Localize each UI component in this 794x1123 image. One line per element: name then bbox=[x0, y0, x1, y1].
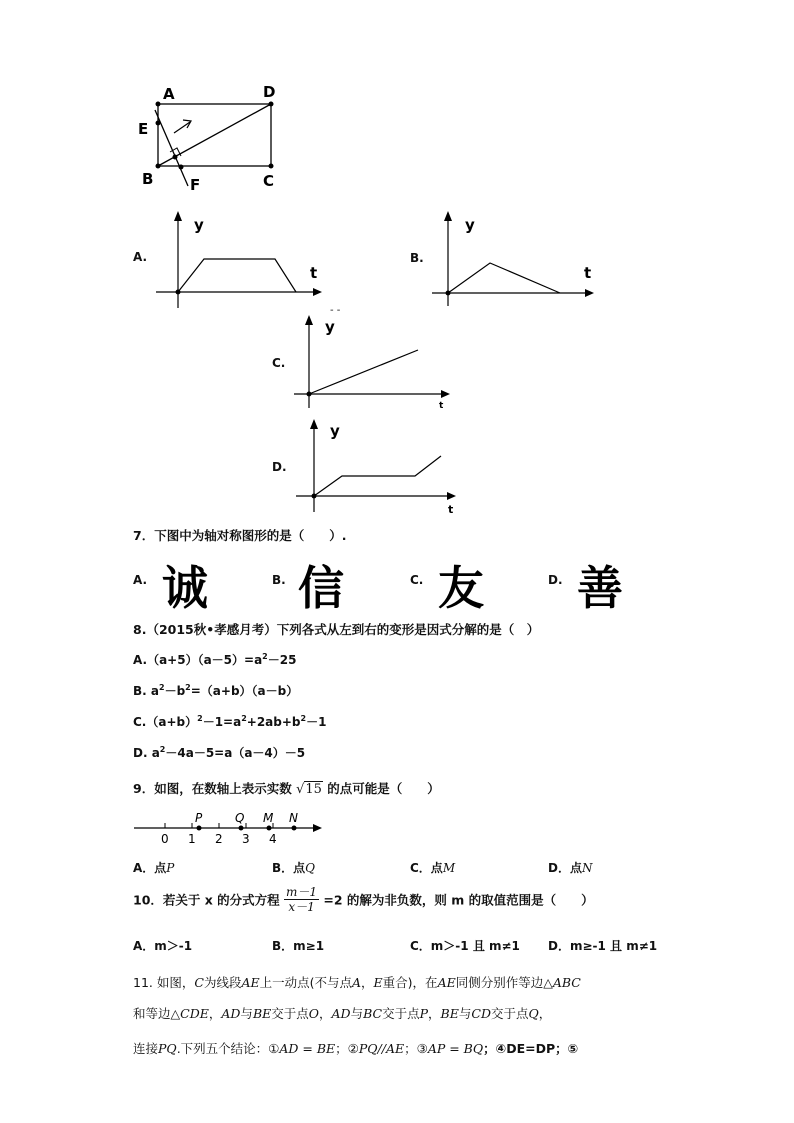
graph-B-t-label: t bbox=[584, 264, 592, 282]
point-P: P bbox=[195, 811, 203, 825]
q7-option-A-label: A. bbox=[133, 573, 148, 587]
graph-C-y-label: y bbox=[325, 318, 335, 336]
q7-option-D-char: 善 bbox=[577, 561, 623, 615]
tick-2: 2 bbox=[215, 832, 223, 846]
q11-line-2: 和等边△CDE，AD与BE交于点O，AD与BC交于点P，BE与CD交于点Q， bbox=[133, 1006, 552, 1021]
graph-D bbox=[292, 416, 464, 516]
q8-option-B: B. $a^2-b^2=(a+b)(a-b)$ bbox=[133, 683, 299, 698]
point-M: M bbox=[263, 811, 274, 825]
fraction: $\frac{m-1}{x-1}$ bbox=[286, 885, 318, 914]
tick-4: 4 bbox=[269, 832, 277, 846]
point-label-A: A bbox=[163, 85, 175, 103]
q10-stem: 10．若关于 x 的分式方程 $\frac{m-1}{x-1}$ =2 的解为非负数，则 m 的取值范围是（ ） bbox=[133, 885, 594, 914]
q9-stem: 9．如图，在数轴上表示实数 √15 的点可能是（ ） bbox=[133, 781, 440, 797]
q8-stem: 8.（2015秋•孝感月考）下列各式从左到右的变形是因式分解的是（ ） bbox=[133, 622, 540, 637]
q7-option-D-label: D. bbox=[548, 573, 563, 587]
graph-B-y-label: y bbox=[465, 216, 475, 234]
tick-3: 3 bbox=[242, 832, 250, 846]
graph-D-y-label: y bbox=[330, 422, 340, 440]
graph-option-A: A. bbox=[133, 250, 148, 264]
q7-stem: 7．下图中为轴对称图形的是（ ）. bbox=[133, 528, 347, 543]
q7-option-C-char: 友 bbox=[438, 561, 484, 615]
q7-option-B-label: B. bbox=[272, 573, 286, 587]
graph-A bbox=[150, 208, 330, 308]
graph-D-t-label: t bbox=[448, 503, 454, 516]
point-label-D: D bbox=[263, 83, 276, 101]
q9-option-A: A．点P bbox=[133, 861, 175, 875]
q11-line-1: 11. 如图，C为线段AE上一动点(不与点A，E重合)，在AE同侧分别作等边△ABC bbox=[133, 975, 581, 990]
tick-0: 0 bbox=[161, 832, 169, 846]
graph-A-t-label: t bbox=[310, 264, 318, 282]
q10-option-D: D．m≥-1 且 m≠1 bbox=[548, 939, 658, 953]
q7-option-A-char: 诚 bbox=[162, 561, 208, 615]
graph-option-B: B. bbox=[410, 251, 424, 265]
q8-option-D: D. $a^2-4a-5=a(a-4)-5$ bbox=[133, 745, 306, 760]
q10-option-B: B．m≥1 bbox=[272, 939, 325, 953]
q8-option-C: $C.(a+b)^2-1=a^2+2ab+b^2-1$ bbox=[133, 714, 327, 729]
q8-option-A: $A.(a+5)(a-5)=a^2-25$ bbox=[133, 652, 297, 667]
q7-option-B-char: 信 bbox=[298, 561, 344, 615]
q9-option-D: D．点N bbox=[548, 861, 593, 875]
q10-option-A: A．m＞-1 bbox=[133, 939, 193, 953]
q9-option-C: C．点M bbox=[410, 861, 456, 875]
graph-A-y-label: y bbox=[194, 216, 204, 234]
q10-option-C: C．m＞-1 且 m≠1 bbox=[410, 939, 520, 953]
point-label-C: C bbox=[263, 172, 275, 190]
point-label-E: E bbox=[138, 120, 149, 138]
graph-option-C: C. bbox=[272, 356, 286, 370]
graph-B bbox=[428, 208, 600, 308]
number-line bbox=[130, 808, 330, 850]
point-label-F: F bbox=[190, 176, 201, 194]
q7-option-C-label: C. bbox=[410, 573, 424, 587]
rectangle-figure bbox=[130, 78, 290, 198]
stray-dash: - - bbox=[330, 305, 341, 316]
point-Q: Q bbox=[235, 811, 245, 825]
graph-C bbox=[290, 312, 460, 412]
point-label-B: B bbox=[142, 170, 154, 188]
point-N: N bbox=[289, 811, 298, 825]
q11-line-3: 连接PQ.下列五个结论：①AD = BE；②PQ//AE；③AP = BQ；④DE=DP；⑤ bbox=[133, 1041, 579, 1056]
graph-option-D: D. bbox=[272, 460, 287, 474]
q9-option-B: B．点Q bbox=[272, 861, 315, 875]
tick-1: 1 bbox=[188, 832, 196, 846]
graph-C-t-label: t bbox=[439, 401, 444, 411]
sqrt-15: √15 bbox=[296, 782, 322, 797]
